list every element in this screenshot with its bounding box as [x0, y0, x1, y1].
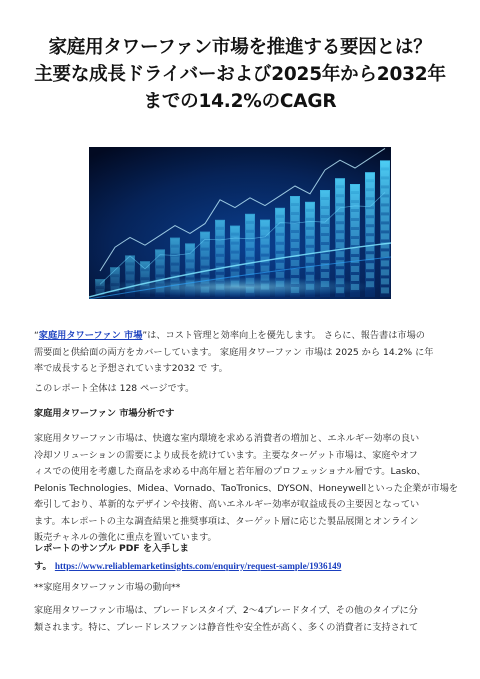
hero-bar-segment	[366, 272, 374, 278]
hero-bar-segment	[366, 236, 374, 242]
hero-bar-segment	[261, 221, 269, 227]
hero-bar-segment	[351, 230, 359, 236]
trends-heading: **家庭用タワーファン市場の動向**	[34, 582, 181, 593]
hero-bar-segment	[366, 182, 374, 188]
hero-bar-segment	[171, 257, 179, 263]
trends-paragraph	[34, 603, 448, 636]
intro-paragraph	[34, 328, 448, 378]
hero-bar-segment	[201, 233, 209, 239]
sample-label-line-1: レポートのサンプル PDF を入手しま	[34, 543, 189, 554]
hero-bar-segment	[381, 215, 389, 221]
hero-bar-segment	[276, 272, 284, 278]
hero-bar-segment	[186, 262, 194, 268]
hero-bar-segment	[336, 251, 344, 257]
hero-bar-segment	[351, 239, 359, 245]
hero-bar-segment	[246, 242, 254, 248]
hero-bar-segment	[276, 209, 284, 215]
hero-bar-segment	[156, 268, 164, 274]
hero-bar-segment	[306, 212, 314, 218]
hero-bar-segment	[381, 206, 389, 212]
analysis-line: ます。本レポートの主な調査結果と推奨事項は、ターゲット層に応じた製品展開とオンライン	[34, 515, 419, 527]
sample-label-line-2: す。	[34, 560, 52, 572]
analysis-line: ィスでの使用を考慮した商品を求める中高年層と若年層のプロフェッショナル層です。Lasko、	[34, 466, 426, 477]
hero-bar-segment	[321, 272, 329, 278]
hero-bar-segment	[381, 278, 389, 284]
hero-bar-segment	[321, 236, 329, 242]
hero-bar-segment	[336, 215, 344, 221]
hero-bar-segment	[291, 269, 299, 275]
hero-bar-segment	[291, 233, 299, 239]
hero-bar-segment	[231, 245, 239, 251]
hero-bar-segment	[366, 263, 374, 269]
hero-bar-segment	[366, 227, 374, 233]
hero-bar-segment	[381, 179, 389, 185]
hero-bar-segment	[381, 161, 389, 167]
hero-bar-segment	[321, 191, 329, 197]
hero-bar-segment	[231, 227, 239, 233]
hero-bar-segment	[336, 269, 344, 275]
analysis-line: Pelonis Technologies、Midea、Vornado、TaoTronics、DYSON、Honeywellといった企業が市場を	[34, 482, 459, 494]
hero-bar-segment	[276, 236, 284, 242]
intro-line-1-rest: ”は、コスト管理と効率向上を優先します。 さらに、報告書は市場の	[142, 330, 425, 341]
quote-open: “	[34, 330, 39, 341]
hero-bar-segment	[201, 242, 209, 248]
hero-bar-segment	[261, 266, 269, 272]
hero-bar-segment	[216, 230, 224, 236]
analysis-line: 販売チャネルの強化に重点を置いています。	[34, 532, 217, 543]
hero-bar-segment	[201, 260, 209, 266]
trends-line: 類されます。特に、ブレードレスファンは静音性や安全性が高く、多くの消費者に支持されて	[34, 621, 419, 633]
hero-bar-segment	[336, 188, 344, 194]
hero-bar-segment	[216, 248, 224, 254]
hero-bar-segment	[246, 233, 254, 239]
intro-line-3: 率で成長すると予想されています2032 で す。	[34, 363, 228, 374]
hero-bar-segment	[381, 269, 389, 275]
hero-bar-segment	[111, 268, 119, 274]
hero-bar-segment	[321, 227, 329, 233]
hero-bar-segment	[156, 259, 164, 265]
hero-bar-segment	[351, 212, 359, 218]
analysis-paragraph	[34, 431, 459, 547]
hero-bar-segment	[126, 274, 134, 280]
analysis-line: 冷却ソリューションの需要により成長を続けています。主要なターゲット市場は、家庭やオフ	[34, 449, 418, 461]
hero-bar-segment	[216, 221, 224, 227]
analysis-heading: 家庭用タワーファン 市場分析です	[34, 408, 175, 419]
analysis-line: 家庭用タワーファン市場は、快適な室内環境を求める消費者の増加と、エネルギー効率の良い	[34, 433, 420, 444]
hero-bar-segment	[336, 242, 344, 248]
hero-bar-segment	[276, 263, 284, 269]
hero-bar-segment	[351, 257, 359, 263]
title-line-1: 家庭用タワーファン市場を推進する要因とは？	[48, 37, 432, 58]
hero-bar-segment	[291, 197, 299, 203]
hero-bar-segment	[321, 218, 329, 224]
hero-bar-segment	[366, 173, 374, 179]
hero-bar-segment	[381, 287, 389, 293]
hero-bar-segment	[381, 251, 389, 257]
hero-bar-segment	[351, 266, 359, 272]
hero-bar-segment	[381, 188, 389, 194]
hero-bar-segment	[261, 230, 269, 236]
hero-bar-segment	[351, 248, 359, 254]
hero-bar-segment	[381, 224, 389, 230]
hero-bar-segment	[321, 254, 329, 260]
title-line-3: までの14.2%のCAGR	[143, 91, 337, 112]
hero-bar-segment	[366, 209, 374, 215]
hero-image	[89, 147, 391, 299]
hero-bar-segment	[171, 248, 179, 254]
hero-bar-segment	[216, 257, 224, 263]
hero-bar-segment	[336, 233, 344, 239]
hero-bar-segment	[321, 200, 329, 206]
hero-bar-segment	[381, 197, 389, 203]
hero-bar-segment	[336, 179, 344, 185]
hero-bar-segment	[306, 203, 314, 209]
hero-bar-segment	[291, 224, 299, 230]
hero-bar-segment	[141, 271, 149, 277]
title-line-2: 主要な成長ドライバーおよび2025年から2032年	[34, 64, 446, 85]
market-link[interactable]: 家庭用タワーファン 市場	[38, 330, 143, 341]
analysis-line: 牽引しており、革新的なデザインや技術、高いエネルギー効率が収益成長の主要因となってい	[34, 499, 420, 510]
hero-bar-segment	[171, 239, 179, 245]
hero-bar-segment	[126, 265, 134, 271]
hero-bar-segment	[336, 224, 344, 230]
hero-bar-segment	[381, 260, 389, 266]
hero-bar-segment	[366, 200, 374, 206]
hero-bar-segment	[246, 224, 254, 230]
hero-bar-segment	[276, 245, 284, 251]
hero-bar-segment	[306, 257, 314, 263]
hero-bar-segment	[276, 227, 284, 233]
hero-bar-segment	[186, 253, 194, 259]
hero-bar-segment	[156, 250, 164, 256]
document-title	[24, 34, 456, 115]
hero-bar-segment	[351, 221, 359, 227]
hero-bar-segment	[306, 239, 314, 245]
sample-request-link[interactable]: https://www.reliablemarketinsights.com/enquiry/request-sample/1936149	[54, 560, 342, 571]
hero-bar-segment	[246, 215, 254, 221]
hero-bar-segment	[381, 233, 389, 239]
hero-bar-segment	[261, 248, 269, 254]
hero-bar-segment	[336, 206, 344, 212]
hero-bar-segment	[321, 209, 329, 215]
hero-bar-segment	[246, 251, 254, 257]
hero-bar-segment	[231, 254, 239, 260]
hero-bar-segment	[261, 239, 269, 245]
hero-bar-segment	[126, 256, 134, 262]
page-count-text: このレポート全体は 128 ページです。	[34, 383, 195, 394]
hero-bar-segment	[291, 215, 299, 221]
hero-bar-segment	[141, 262, 149, 268]
trends-line: 家庭用タワーファン市場は、ブレードレスタイプ、2〜4ブレードタイプ、その他のタイプに分	[34, 605, 418, 616]
sample-section	[34, 541, 448, 575]
hero-bar-segment	[351, 275, 359, 281]
hero-bar-segment	[201, 251, 209, 257]
hero-bar-segment	[171, 266, 179, 272]
hero-bar-segment	[321, 245, 329, 251]
hero-bar-segment	[291, 260, 299, 266]
intro-line-2: 需要面と供給面の両方をカバーしています。 家庭用タワーファン 市場は 2025 から 14.2% に年	[34, 346, 434, 358]
hero-bar-segment	[366, 218, 374, 224]
hero-bar-segment	[186, 244, 194, 250]
hero-bar-segment	[336, 197, 344, 203]
hero-bar-segment	[306, 230, 314, 236]
hero-bar-segment	[351, 185, 359, 191]
hero-bar-segment	[351, 194, 359, 200]
hero-bar-segment	[366, 191, 374, 197]
hero-bar-segment	[291, 242, 299, 248]
hero-bar	[365, 172, 375, 297]
hero-bar-segment	[381, 170, 389, 176]
hero-bar-segment	[291, 206, 299, 212]
